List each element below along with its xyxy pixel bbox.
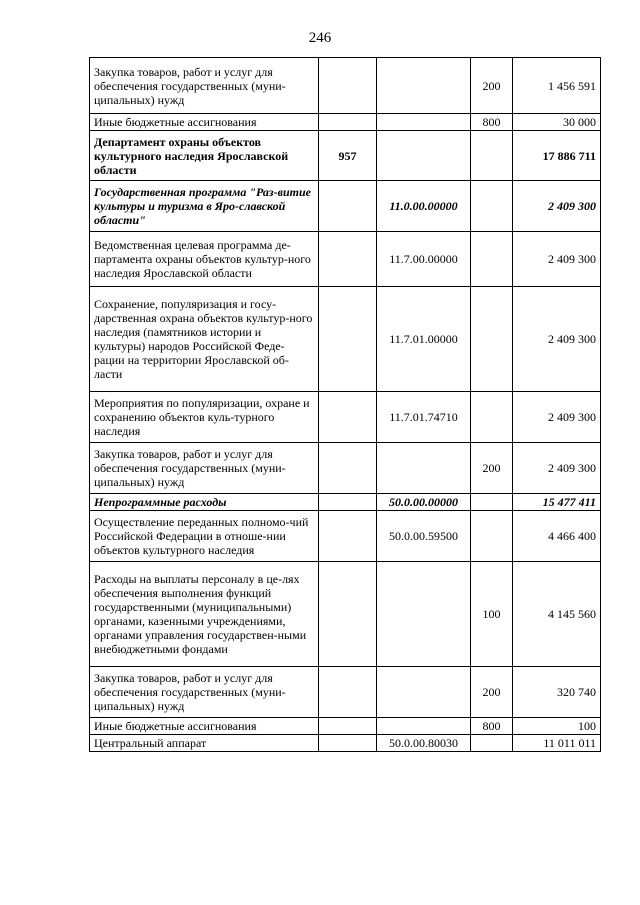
row-target-article-cell: 50.0.00.80030	[377, 735, 471, 752]
row-amount-cell: 15 477 411	[513, 494, 601, 511]
row-department-code-cell	[319, 718, 377, 735]
row-target-article-cell	[377, 114, 471, 131]
table-row	[90, 718, 601, 735]
row-expense-type-cell: 100	[471, 562, 513, 667]
row-name-cell: Иные бюджетные ассигнования	[90, 718, 319, 735]
row-name-cell: Ведомственная целевая программа де-партамента охраны объектов культур-ного наследия Ярославской области	[90, 232, 319, 287]
row-department-code-cell	[319, 181, 377, 232]
row-amount-cell: 4 466 400	[513, 511, 601, 562]
row-name-cell: Закупка товаров, работ и услуг для обеспечения государственных (муни-ципальных) нужд	[90, 667, 319, 718]
row-expense-type-cell: 200	[471, 58, 513, 114]
row-target-article-cell: 11.0.00.00000	[377, 181, 471, 232]
table-row	[90, 392, 601, 443]
row-amount-cell: 320 740	[513, 667, 601, 718]
row-expense-type-cell: 800	[471, 114, 513, 131]
row-target-article-cell: 50.0.00.59500	[377, 511, 471, 562]
row-expense-type-cell: 200	[471, 443, 513, 494]
table-row	[90, 562, 601, 667]
row-expense-type-cell: 200	[471, 667, 513, 718]
row-expense-type-cell	[471, 392, 513, 443]
row-target-article-cell	[377, 58, 471, 114]
row-name-cell: Расходы на выплаты персоналу в це-лях обеспечения выполнения функций государственными (муниципальными) органами, казенными учреждениями, органами управления государствен-ными внебюджетными фондами	[90, 562, 319, 667]
row-target-article-cell: 11.7.00.00000	[377, 232, 471, 287]
row-amount-cell: 100	[513, 718, 601, 735]
row-department-code-cell	[319, 667, 377, 718]
row-amount-cell: 2 409 300	[513, 392, 601, 443]
row-name-cell: Центральный аппарат	[90, 735, 319, 752]
table-row	[90, 131, 601, 181]
row-name-cell: Закупка товаров, работ и услуг для обеспечения государственных (муни-ципальных) нужд	[90, 443, 319, 494]
row-expense-type-cell	[471, 735, 513, 752]
row-expense-type-cell	[471, 181, 513, 232]
row-expense-type-cell	[471, 232, 513, 287]
table-row	[90, 58, 601, 114]
row-name-cell: Закупка товаров, работ и услуг для обеспечения государственных (муни-ципальных) нужд	[90, 58, 319, 114]
row-department-code-cell	[319, 494, 377, 511]
row-amount-cell: 1 456 591	[513, 58, 601, 114]
row-amount-cell: 2 409 300	[513, 232, 601, 287]
row-amount-cell: 11 011 011	[513, 735, 601, 752]
row-target-article-cell: 11.7.01.00000	[377, 287, 471, 392]
row-department-code-cell	[319, 392, 377, 443]
row-expense-type-cell	[471, 511, 513, 562]
row-department-code-cell	[319, 287, 377, 392]
row-target-article-cell	[377, 562, 471, 667]
row-department-code-cell	[319, 58, 377, 114]
row-amount-cell: 2 409 300	[513, 287, 601, 392]
table-row	[90, 735, 601, 752]
row-expense-type-cell: 800	[471, 718, 513, 735]
row-expense-type-cell	[471, 287, 513, 392]
table-row	[90, 287, 601, 392]
row-name-cell: Иные бюджетные ассигнования	[90, 114, 319, 131]
table-row	[90, 667, 601, 718]
row-department-code-cell	[319, 114, 377, 131]
table-row	[90, 511, 601, 562]
row-name-cell: Сохранение, популяризация и госу-дарственная охрана объектов культур-ного наследия (памятников истории и культуры) народов Российской Феде-рации на территории Ярославской об-ласти	[90, 287, 319, 392]
row-target-article-cell: 50.0.00.00000	[377, 494, 471, 511]
row-target-article-cell	[377, 131, 471, 181]
row-amount-cell: 2 409 300	[513, 443, 601, 494]
row-target-article-cell	[377, 443, 471, 494]
row-department-code-cell: 957	[319, 131, 377, 181]
table-row	[90, 494, 601, 511]
row-name-cell: Непрограммные расходы	[90, 494, 319, 511]
table-row	[90, 232, 601, 287]
row-department-code-cell	[319, 562, 377, 667]
table-row	[90, 443, 601, 494]
row-department-code-cell	[319, 232, 377, 287]
row-name-cell: Мероприятия по популяризации, охране и сохранению объектов куль-турного наследия	[90, 392, 319, 443]
budget-table-body	[90, 58, 601, 752]
row-name-cell: Департамент охраны объектов культурного наследия Ярославской области	[90, 131, 319, 181]
row-target-article-cell	[377, 718, 471, 735]
table-row	[90, 114, 601, 131]
table-row	[90, 181, 601, 232]
row-department-code-cell	[319, 443, 377, 494]
page-number: 246	[308, 30, 332, 46]
row-target-article-cell	[377, 667, 471, 718]
budget-table	[89, 57, 601, 752]
row-department-code-cell	[319, 511, 377, 562]
row-amount-cell: 4 145 560	[513, 562, 601, 667]
row-expense-type-cell	[471, 131, 513, 181]
row-expense-type-cell	[471, 494, 513, 511]
row-department-code-cell	[319, 735, 377, 752]
row-name-cell: Осуществление переданных полномо-чий Российской Федерации в отноше-нии объектов культурного наследия	[90, 511, 319, 562]
row-name-cell: Государственная программа "Раз-витие культуры и туризма в Яро-славской области"	[90, 181, 319, 232]
row-amount-cell: 30 000	[513, 114, 601, 131]
row-amount-cell: 2 409 300	[513, 181, 601, 232]
row-amount-cell: 17 886 711	[513, 131, 601, 181]
row-target-article-cell: 11.7.01.74710	[377, 392, 471, 443]
